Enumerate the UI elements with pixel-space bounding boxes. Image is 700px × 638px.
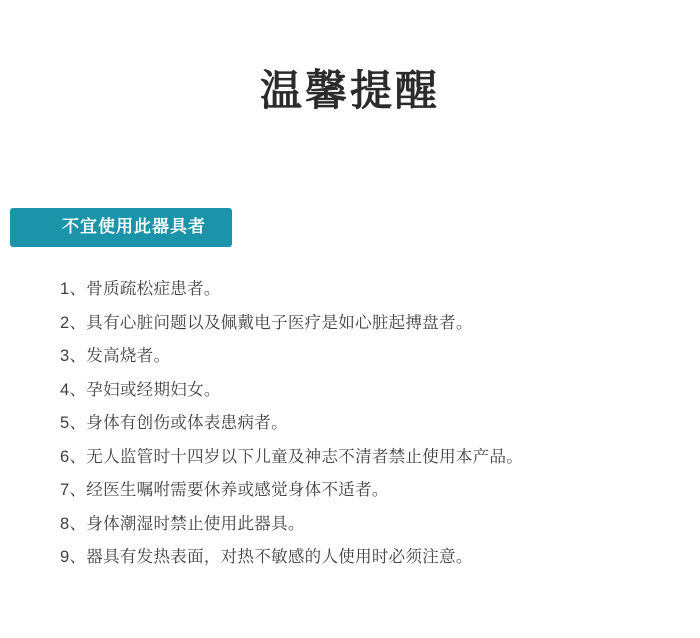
list-item: 8、身体潮湿时禁止使用此器具。 [60, 514, 305, 533]
list-item: 9、器具有发热表面，对热不敏感的人使用时必须注意。 [60, 548, 473, 567]
list-item: 1、骨质疏松症患者。 [60, 280, 221, 299]
section-header-badge: 不宜使用此器具者 [10, 208, 232, 247]
section-header [0, 208, 700, 247]
list-item: 5、身体有创伤或体表患病者。 [60, 414, 288, 433]
page-title: 温馨提醒 [259, 67, 440, 114]
list-item: 6、无人监管时十四岁以下儿童及神志不清者禁止使用本产品。 [60, 447, 524, 466]
list-item: 2、具有心脏问题以及佩戴电子医疗是如心脏起搏盘者。 [60, 313, 473, 332]
list-item: 7、经医生嘱咐需要休养或感觉身体不适者。 [60, 481, 389, 500]
list-item: 4、孕妇或经期妇女。 [60, 380, 221, 399]
warning-list [0, 281, 700, 566]
list-item: 3、发高烧者。 [60, 347, 171, 366]
